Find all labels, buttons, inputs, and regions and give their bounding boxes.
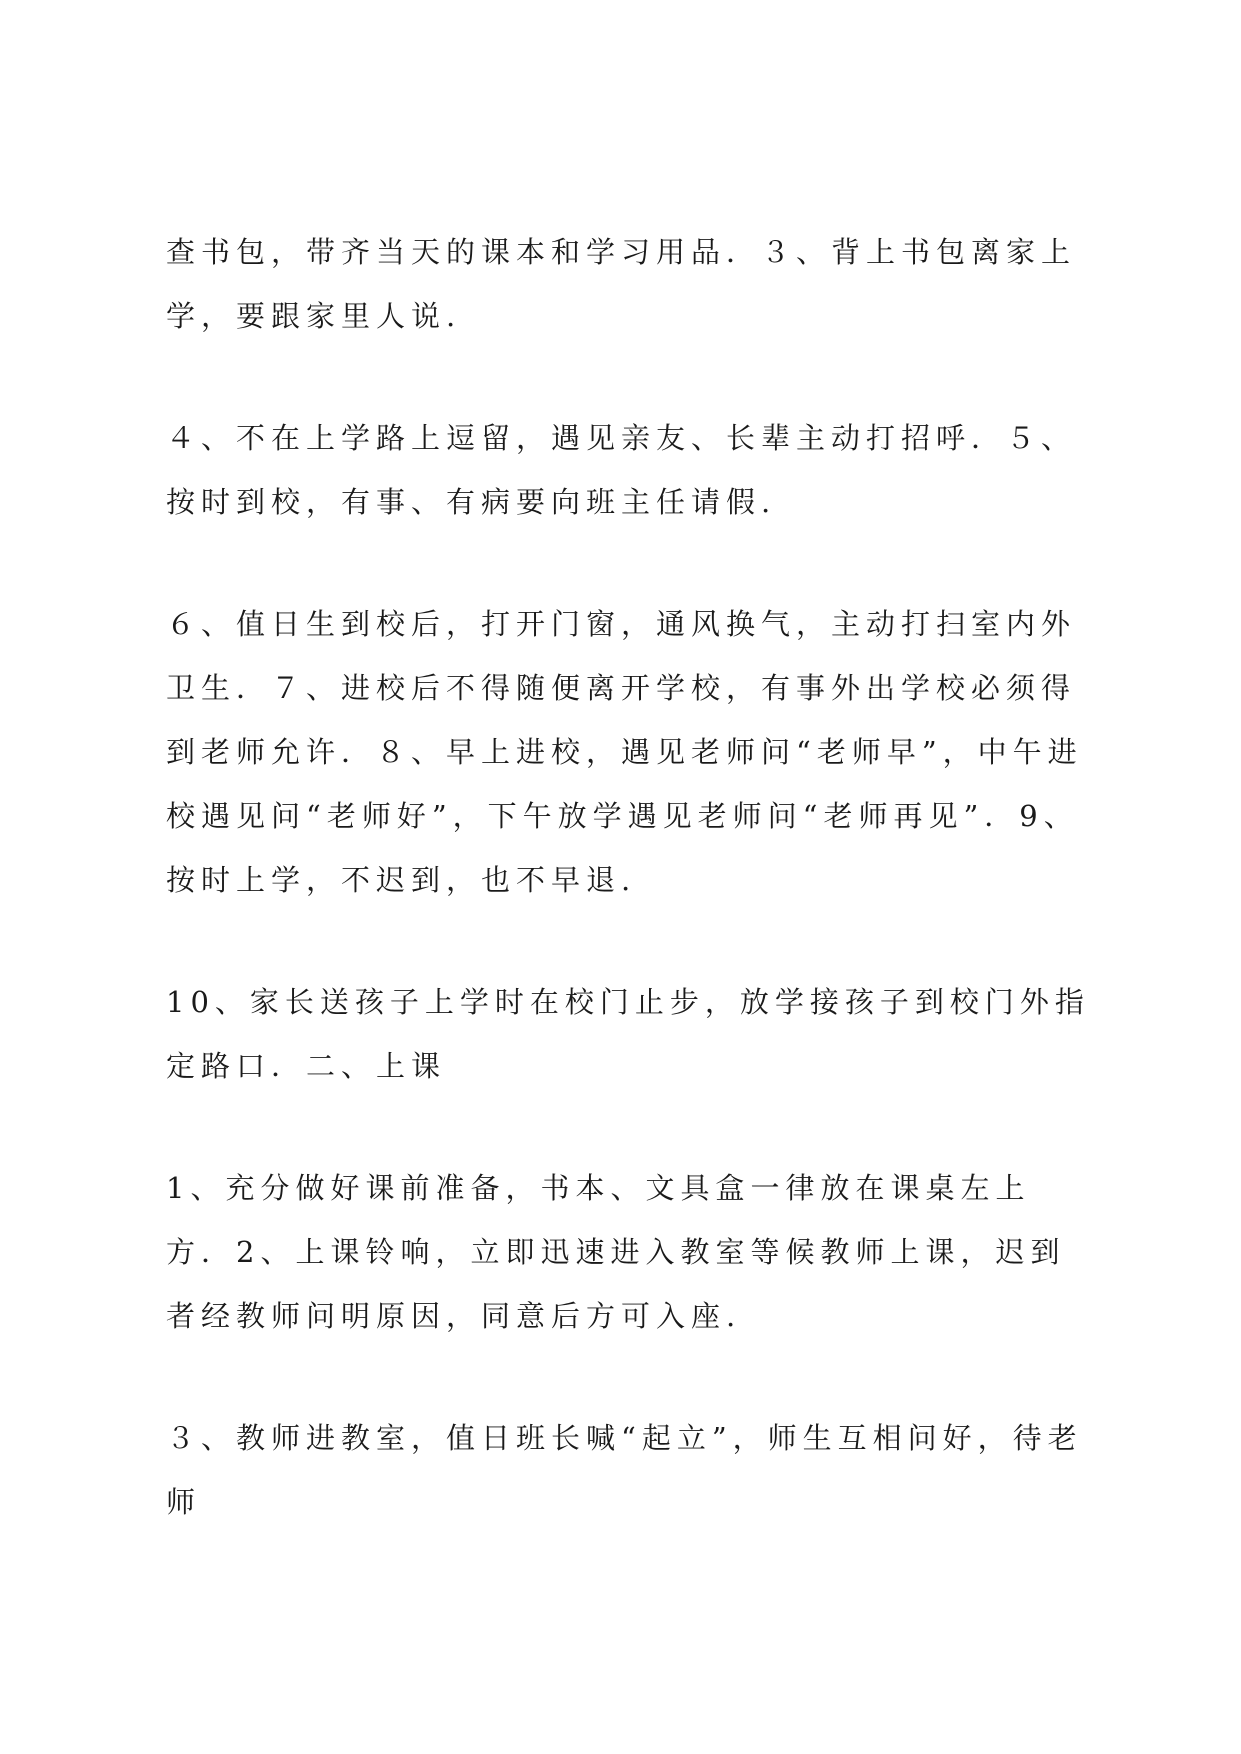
paragraph-2: ４、不在上学路上逗留，遇见亲友、长辈主动打招呼．５、按时到校，有事、有病要向班主任请假. — [166, 421, 1077, 519]
paragraph-1: 查书包，带齐当天的课本和学习用品．３、背上书包离家上学，要跟家里人说. — [166, 235, 1077, 333]
paragraph-3: ６、值日生到校后，打开门窗，通风换气，主动打扫室内外卫生．７、进校后不得随便离开学校，有事外出学校必须得到老师允许．８、早上进校，遇见老师问“老师早”，中午进校遇见问“老师好”，下午放学遇见老师问“老师再见”．9、按时上学，不迟到，也不早退. — [166, 607, 1083, 897]
paragraph-6: ３、教师进教室，值日班长喊“起立”，师生互相问好，待老师 — [166, 1421, 1083, 1519]
paragraph-4: 10、家长送孩子上学时在校门止步，放学接孩子到校门外指定路口．二、上课 — [166, 985, 1090, 1083]
paragraph-5: 1、充分做好课前准备，书本、文具盒一律放在课桌左上方．2、上课铃响，立即迅速进入教室等候教师上课，迟到者经教师问明原因，同意后方可入座. — [166, 1171, 1066, 1333]
document-body — [166, 220, 1096, 1534]
